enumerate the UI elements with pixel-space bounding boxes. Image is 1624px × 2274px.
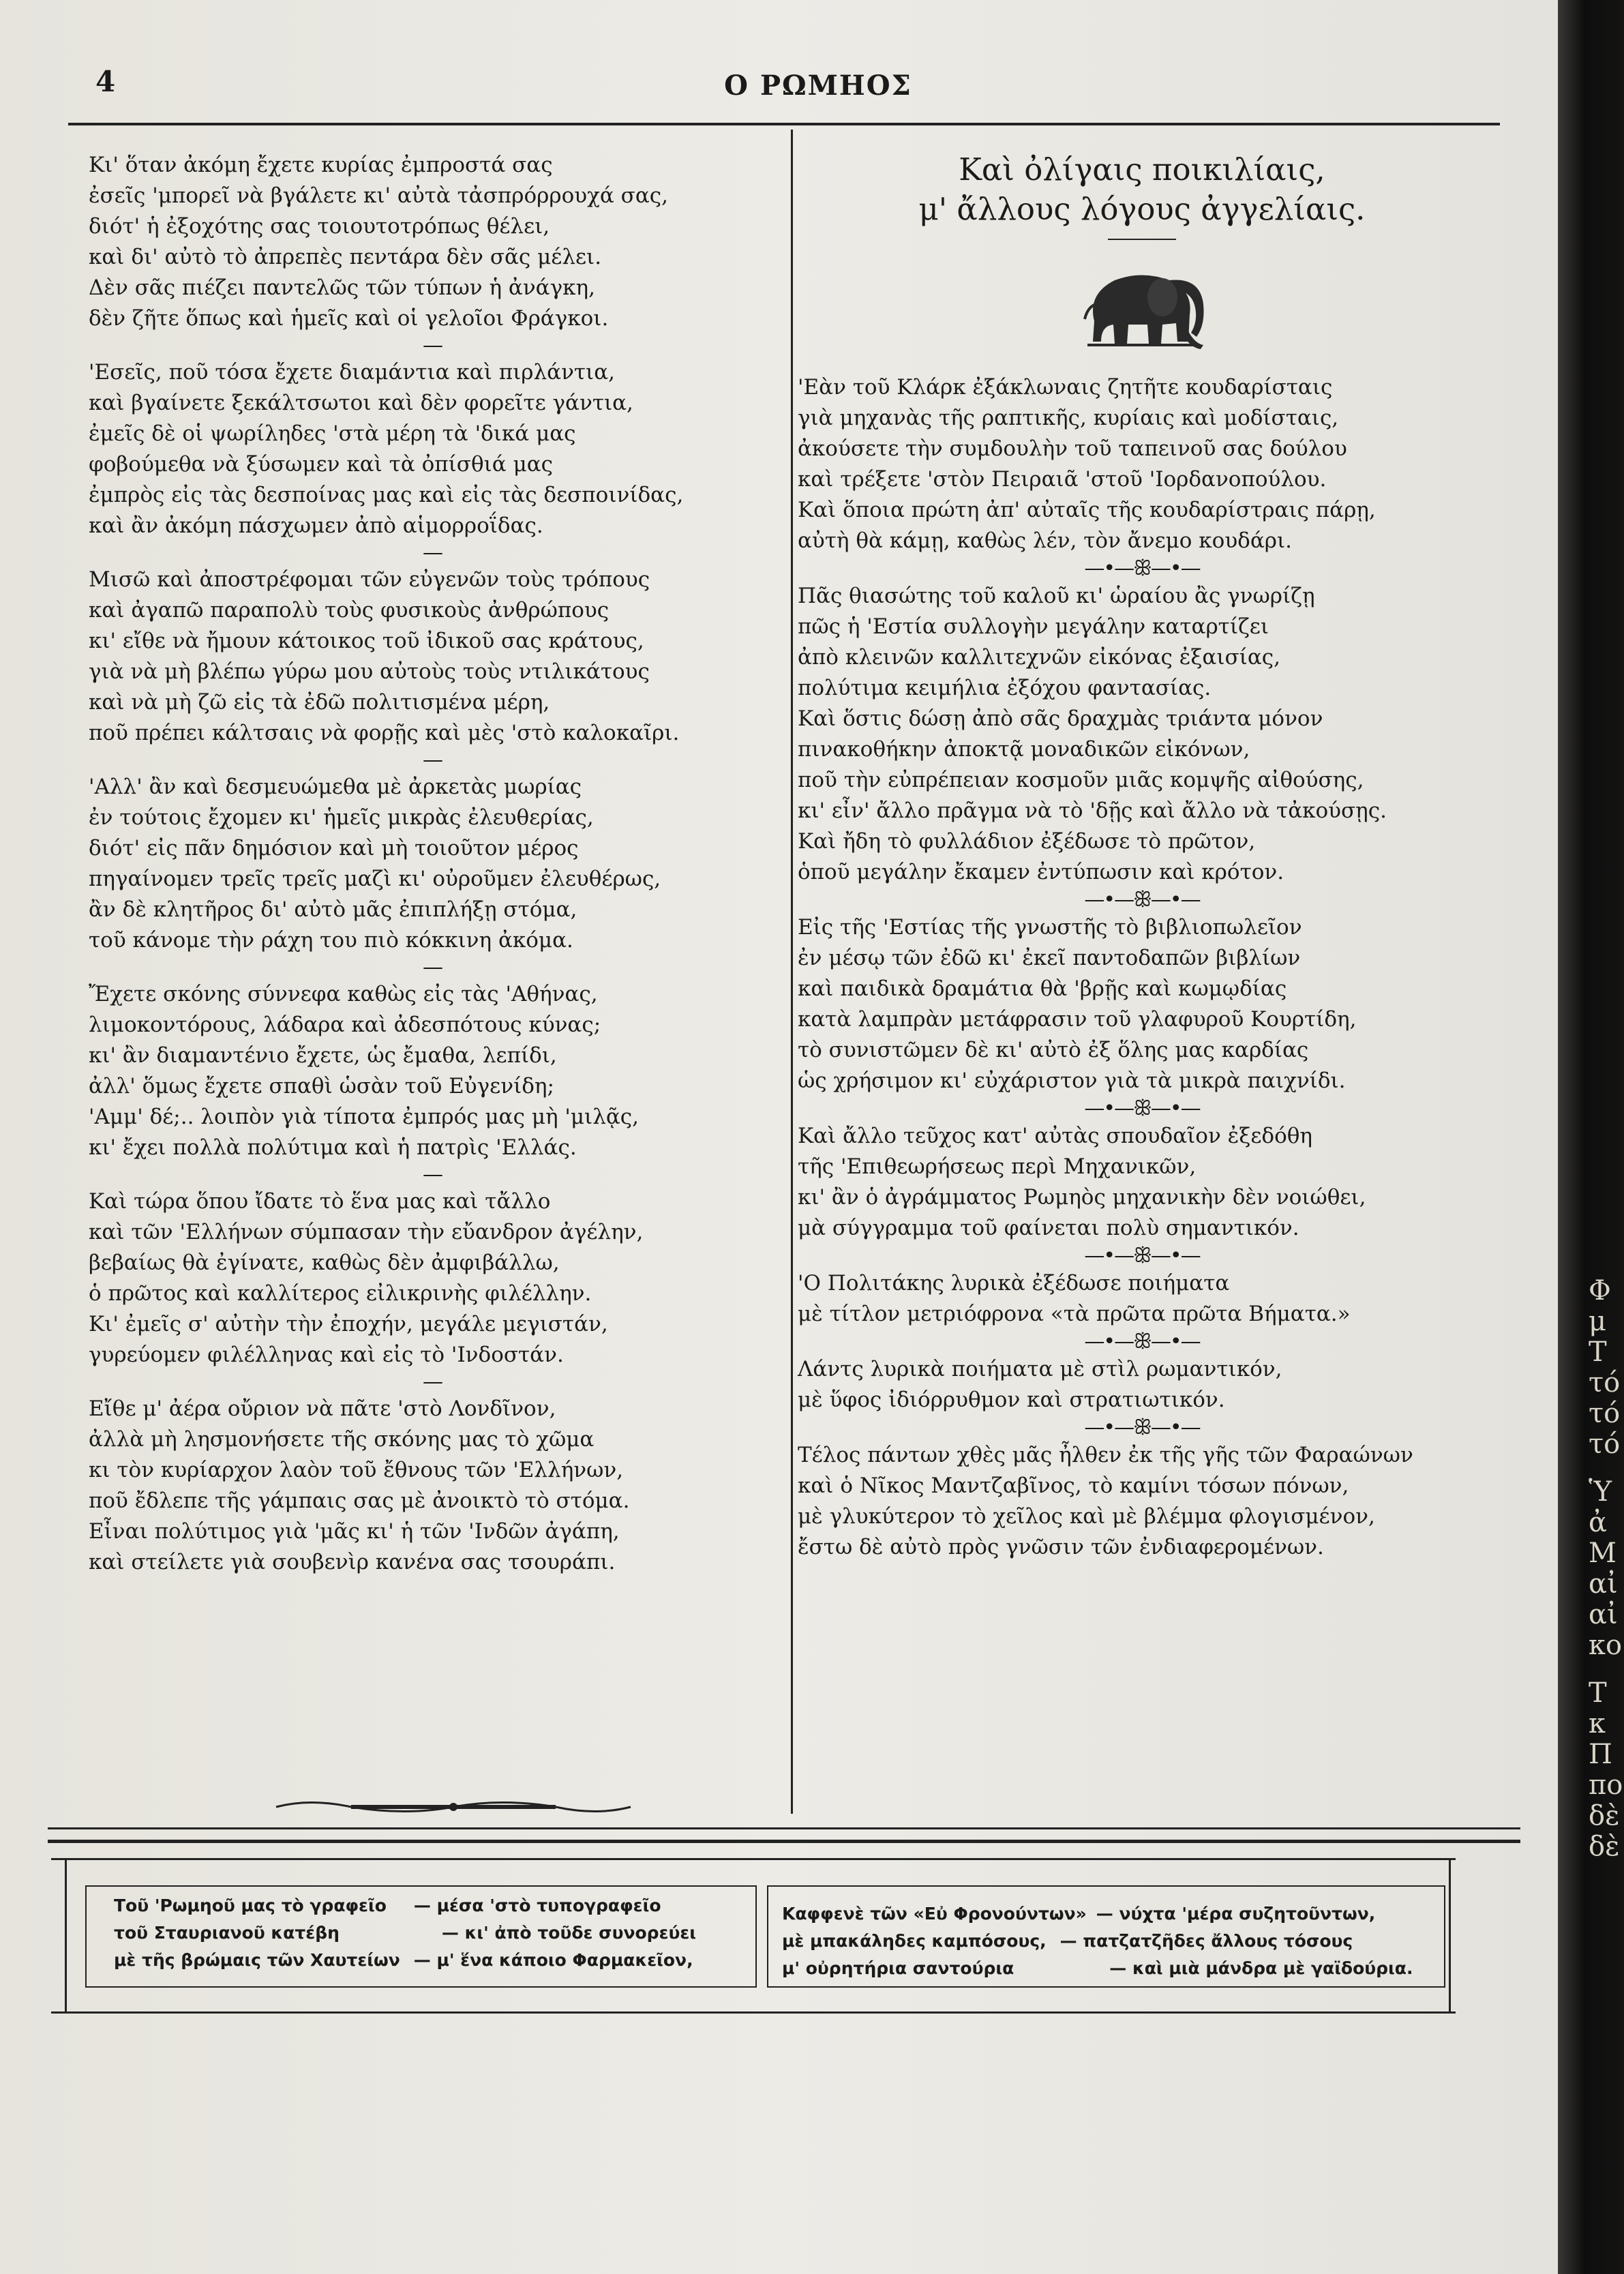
footer-line-end: — μέσα 'στὸ τυπογραφεῖο (413, 1896, 661, 1915)
verse-line: Ἔχετε σκόνης σύννεφα καθὼς εἰς τὰς 'Αθήνας, (89, 982, 598, 1006)
notice-line: πινακοθήκην ἀποκτᾷ μοναδικῶν εἰκόνων, (798, 737, 1250, 762)
footer-rule-thick (48, 1840, 1520, 1843)
notice-item (798, 1121, 1486, 1244)
footer-line (114, 1892, 755, 1919)
bleed-letter: δὲ (1589, 1800, 1620, 1831)
footer-rule (48, 1827, 1520, 1829)
notice-line: Εἰς τῆς 'Εστίας τῆς γνωστῆς τὸ βιβλιοπωλεῖον (798, 915, 1302, 940)
verse-line: 'Αλλ' ἂν καὶ δεσμευώμεθα μὲ ἀρκετὰς μωρίας (89, 775, 582, 799)
footer-frame (51, 1858, 1456, 1860)
bleed-letter: δὲ (1589, 1831, 1620, 1862)
verse-line: ἐμεῖς δὲ οἱ ψωρίληδες 'στὰ μέρη τὰ 'δικά μας (89, 421, 576, 446)
stanza-separator: — (423, 1370, 443, 1394)
notices-list (798, 372, 1486, 1563)
notice-line: μὲ ὕφος ἰδιόρρυθμον καὶ στρατιωτικόν. (798, 1388, 1225, 1412)
section-heading: Καὶ ὀλίγαις ποικιλίαις, (959, 151, 1325, 188)
notice-line: Λάντς λυρικὰ ποιήματα μὲ στὶλ ρωμαντικόν, (798, 1357, 1282, 1381)
footer-line (114, 1947, 755, 1974)
verse-line: Μισῶ καὶ ἀποστρέφομαι τῶν εὐγενῶν τοὺς τρόπους (89, 567, 650, 592)
verse-line: Εἴθε μ' ἀέρα οὔριον νὰ πᾶτε 'στὸ Λονδῖνον, (89, 1396, 556, 1421)
verse-line: ποῦ πρέπει κάλτσαις νὰ φορῇς καὶ μὲς 'στὸ καλοκαῖρι. (89, 721, 680, 745)
footer-line-start: μ' οὐρητήρια σαντούρια (782, 1958, 1014, 1978)
left-column (89, 150, 777, 1578)
right-column (798, 150, 1486, 1563)
notice-line: ἐν μέσῳ τῶν ἐδῶ κι' ἐκεῖ παντοδαπῶν βιβλίων (798, 946, 1301, 970)
poem-stanza (89, 565, 777, 749)
verse-line: Καὶ τώρα ὅπου ἴδατε τὸ ἕνα μας καὶ τἄλλο (89, 1189, 551, 1214)
verse-line: ἀλλὰ μὴ λησμονήσετε τῆς σκόνης μας τὸ χῶμα (89, 1427, 595, 1452)
footer-line-end: — κι' ἀπὸ τοῦδε συνορεύει (441, 1923, 697, 1943)
notice-line: αὐτὴ θὰ κάμῃ, καθὼς λέν, τὸν ἄνεμο κουδάρι. (798, 528, 1293, 553)
notice-line: μὰ σύγγραμμα τοῦ φαίνεται πολὺ σημαντικόν. (798, 1216, 1299, 1240)
verse-line: 'Αμμ' δέ;.. λοιπὸν γιὰ τίποτα ἐμπρός μας μὴ 'μιλᾷς, (89, 1105, 640, 1129)
verse-line: ἐμπρὸς εἰς τὰς δεσποίνας μας καὶ εἰς τὰς δεσποινίδας, (89, 483, 684, 507)
bleed-letter: αἰ (1589, 1568, 1618, 1600)
elephant-illustration (1067, 256, 1217, 352)
bleed-letter: Φ (1589, 1275, 1611, 1306)
verse-line: βεβαίως θὰ ἐγίνατε, καθὼς δὲν ἀμφιβάλλω, (89, 1251, 560, 1275)
notice-line: Τέλος πάντων χθὲς μᾶς ἦλθεν ἐκ τῆς γῆς τῶν Φαραώνων (798, 1443, 1413, 1467)
notice-line: τῆς 'Επιθεωρήσεως περὶ Μηχανικῶν, (798, 1154, 1197, 1179)
verse-line: κι' ἂν διαμαντένιο ἔχετε, ὡς ἔμαθα, λεπίδι, (89, 1043, 557, 1068)
poem-stanza (89, 1394, 777, 1578)
ornament-separator: —•—ꕥ—•— (1084, 1244, 1200, 1268)
footer-line-end: — μ' ἕνα κάποιο Φαρμακεῖον, (413, 1950, 693, 1970)
notice-line: τὸ συνιστῶμεν δὲ κι' αὐτὸ ἐξ ὅλης μας καρδίας (798, 1038, 1309, 1062)
verse-line: καὶ στείλετε γιὰ σουβενὶρ κανένα σας τσουράπι. (89, 1550, 616, 1574)
footer-frame (65, 1858, 67, 2011)
footer-line (114, 1919, 755, 1947)
column-divider (791, 130, 793, 1814)
poem-stanza (89, 979, 777, 1163)
notice-line: γιὰ μηχανὰς τῆς ραπτικῆς, κυρίαις καὶ μοδίσταις, (798, 406, 1339, 430)
bleed-letter: τό (1589, 1398, 1621, 1429)
bleed-letter: κο (1589, 1630, 1623, 1661)
bleed-letter: μ (1589, 1306, 1606, 1337)
ornament-separator: —•—ꕥ—•— (1084, 1416, 1200, 1439)
notice-line: 'Εὰν τοῦ Κλάρκ ἐξάκλωναις ζητῆτε κουδαρίσταις (798, 375, 1333, 400)
stanza-separator: — (423, 541, 443, 565)
verse-line: ἂν δὲ κλητῆρος δι' αὐτὸ μᾶς ἐπιπλήξῃ στόμα, (89, 897, 577, 922)
verse-line: λιμοκοντόρους, λάδαρα καὶ ἀδεσπότους κύνας; (89, 1013, 601, 1037)
verse-line: γιὰ νὰ μὴ βλέπω γύρω μου αὐτοὺς τοὺς ντιλικάτους (89, 659, 650, 684)
notice-item (798, 1354, 1486, 1416)
footer-line-start: τοῦ Σταυριανοῦ κατέβη (114, 1923, 340, 1943)
notice-line: καὶ παιδικὰ δραμάτια θὰ 'βρῇς καὶ κωμῳδίας (798, 976, 1287, 1001)
verse-line: καὶ ἀγαπῶ παραπολὺ τοὺς φυσικοὺς ἀνθρώπους (89, 598, 610, 623)
bleed-letter: τό (1589, 1428, 1621, 1460)
verse-line: Δὲν σᾶς πιέζει παντελῶς τῶν τύπων ἡ ἀνάγκη, (89, 275, 595, 300)
notice-line: Καὶ ἄλλο τεῦχος κατ' αὐτὰς σπουδαῖον ἐξεδόθη (798, 1124, 1312, 1148)
bleed-letter: Ὑ (1589, 1476, 1612, 1508)
notice-line: ἀκούσετε τὴν συμδουλὴν τοῦ ταπεινοῦ σας δούλου (798, 436, 1347, 461)
footer-frame (51, 2011, 1456, 2014)
verse-line: πηγαίνομεν τρεῖς τρεῖς μαζὶ κι' οὐροῦμεν ἐλευθέρως, (89, 867, 661, 891)
verse-line: 'Εσεῖς, ποῦ τόσα ἔχετε διαμάντια καὶ πιρλάντια, (89, 360, 616, 385)
notice-line: μὲ γλυκύτερον τὸ χεῖλος καὶ μὲ βλέμμα φλογισμένον, (798, 1504, 1375, 1529)
ornament-separator: —•—ꕥ—•— (1084, 888, 1200, 912)
notice-line: Καὶ ὅποια πρώτη ἀπ' αὐταῖς τῆς κουδαρίστραις πάρῃ, (798, 498, 1376, 522)
ornament-separator: —•—ꕥ—•— (1084, 1096, 1200, 1120)
footer-line-start: μὲ τῆς βρώμαις τῶν Χαυτείων (114, 1950, 400, 1970)
ornament-separator: —•—ꕥ—•— (1084, 1330, 1200, 1353)
notice-line: πολύτιμα κειμήλια ἐξόχου φαντασίας. (798, 676, 1212, 700)
verse-line: ἐν τούτοις ἔχομεν κι' ἡμεῖς μικρὰς ἐλευθερίας, (89, 805, 594, 830)
binding-gutter (1558, 0, 1624, 2274)
footer-line-start: Καφφενὲ τῶν «Εὐ Φρονούντων» (782, 1904, 1087, 1924)
notice-line: Πᾶς θιασώτης τοῦ καλοῦ κι' ὡραίου ἂς γνωρίζῃ (798, 584, 1315, 608)
verse-line: ἐσεῖς 'μπορεῖ νὰ βγάλετε κι' αὐτὰ τἀσπρόρρουχά σας, (89, 183, 668, 208)
notice-line: ἀπὸ κλεινῶν καλλιτεχνῶν εἰκόνας ἐξαισίας, (798, 645, 1280, 670)
notice-line: πῶς ἡ 'Εστία συλλογὴν μεγάλην καταρτίζει (798, 614, 1269, 639)
notice-item (798, 372, 1486, 556)
verse-line: καὶ νὰ μὴ ζῶ εἰς τὰ ἐδῶ πολιτισμένα μέρη, (89, 690, 550, 715)
bleed-letter: Μ (1589, 1538, 1617, 1569)
verse-line: διότ' εἰς πᾶν δημόσιον καὶ μὴ τοιοῦτον μέρος (89, 836, 579, 861)
heading-rule (1108, 239, 1176, 240)
verse-line: τοῦ κάνομε τὴν ράχη του πιὸ κόκκινη ἀκόμα. (89, 928, 573, 953)
footer-line (782, 1900, 1444, 1928)
notice-line: καὶ τρέξετε 'στὸν Πειραιᾶ 'στοῦ 'Ιορδανοπούλου. (798, 467, 1327, 492)
notice-item (798, 912, 1486, 1096)
notice-line: ἔστω δὲ αὐτὸ πρὸς γνῶσιν τῶν ἐνδιαφερομένων. (798, 1535, 1324, 1559)
verse-line: καὶ τῶν 'Ελλήνων σύμπασαν τὴν εὔανδρον ἀγέλην, (89, 1220, 644, 1244)
verse-line: ἀλλ' ὅμως ἔχετε σπαθὶ ὡσὰν τοῦ Εὐγενίδη; (89, 1074, 554, 1098)
notice-item (798, 581, 1486, 888)
masthead: Ο ΡΩΜΗΟΣ (724, 70, 912, 102)
verse-line: γυρεύομεν φιλέλληνας καὶ εἰς τὸ 'Ινδοστάν. (89, 1343, 564, 1367)
verse-line: κι' ἔχει πολλὰ πολύτιμα καὶ ἡ πατρὶς 'Ελλάς. (89, 1135, 577, 1160)
notice-line: μὲ τίτλον μετριόφρονα «τὰ πρῶτα πρῶτα Βήματα.» (798, 1302, 1351, 1326)
verse-line: διότ' ἡ ἐξοχότης σας τοιουτοτρόπως θέλει, (89, 214, 550, 239)
notice-line: ποῦ τὴν εὐπρέπειαν κοσμοῦν μιᾶς κομψῆς αἰθούσης, (798, 768, 1364, 792)
footer-line-start: μὲ μπακάληδες καμπόσους, (782, 1931, 1047, 1951)
poem-stanza (89, 357, 777, 541)
bleed-letter: Τ (1589, 1677, 1607, 1709)
ornamental-flourish (269, 1797, 637, 1817)
bleed-letter: Π (1589, 1739, 1612, 1770)
page-number: 4 (95, 65, 116, 98)
footer-line (782, 1928, 1444, 1955)
footer-line-end: — πατζατζῆδες ἄλλους τόσους (1059, 1931, 1353, 1951)
footer-line-end: — νύχτα 'μέρα συζητοῦντων, (1096, 1904, 1376, 1924)
verse-line: καὶ δι' αὐτὸ τὸ ἀπρεπὲς πεντάρα δὲν σᾶς μέλει. (89, 245, 602, 269)
notice-line: Καὶ ὅστις δώσῃ ἀπὸ σᾶς δραχμὰς τριάντα μόνον (798, 706, 1323, 731)
stanza-separator: — (423, 333, 443, 357)
notice-line: καὶ ὁ Νῖκος Μαντζαβῖνος, τὸ καμίνι τόσων πόνων, (798, 1473, 1349, 1498)
verse-line: Εἶναι πολύτιμος γιὰ 'μᾶς κι' ἡ τῶν 'Ινδῶν ἀγάπη, (89, 1519, 620, 1544)
bleed-letter: ἀ (1589, 1507, 1608, 1538)
notice-item (798, 1268, 1486, 1330)
notice-line: κατὰ λαμπρὰν μετάφρασιν τοῦ γλαφυροῦ Κουρτίδη, (798, 1007, 1357, 1032)
poem-stanza (89, 1186, 777, 1371)
notice-line: κι' εἶν' ἄλλο πρᾶγμα νὰ τὸ 'δῇς καὶ ἄλλο νὰ τἀκούσῃς. (798, 798, 1387, 823)
verse-line: δὲν ζῆτε ὅπως καὶ ἡμεῖς καὶ οἱ γελοῖοι Φράγκοι. (89, 306, 609, 331)
verse-line: κι' εἴθε νὰ ἤμουν κάτοικος τοῦ ἰδικοῦ σας κράτους, (89, 629, 644, 653)
verse-line: ποῦ ἔδλεπε τῆς γάμπαις σας μὲ ἀνοικτὸ τὸ στόμα. (89, 1488, 630, 1513)
poem-stanza (89, 772, 777, 956)
bleed-letter: κ (1589, 1708, 1606, 1739)
bleed-letter: τό (1589, 1367, 1621, 1398)
verse-line: καὶ βγαίνετε ξεκάλτσωτοι καὶ δὲν φορεῖτε γάντια, (89, 391, 633, 415)
notice-line: 'Ο Πολιτάκης λυρικὰ ἐξέδωσε ποιήματα (798, 1271, 1230, 1296)
ornament-separator: —•—ꕥ—•— (1084, 556, 1200, 580)
bleed-letter: αἰ (1589, 1599, 1618, 1630)
header-rule (68, 123, 1500, 125)
bleed-letter: Τ (1589, 1336, 1607, 1368)
verse-line: Κι' ἐμεῖς σ' αὐτὴν τὴν ἐποχήν, μεγάλε μεγιστάν, (89, 1312, 608, 1336)
poem-stanza (89, 150, 777, 334)
verse-line: κι τὸν κυρίαρχον λαὸν τοῦ ἔθνους τῶν 'Ελλήνων, (89, 1458, 624, 1482)
footer-frame (1449, 1858, 1451, 2011)
stanza-separator: — (423, 1163, 443, 1186)
verse-line: καὶ ἂν ἀκόμη πάσχωμεν ἀπὸ αἱμορροΐδας. (89, 513, 543, 538)
footer-notice-office (85, 1885, 757, 1988)
notice-line: ὡς χρήσιμον κι' εὐχάριστον γιὰ τὰ μικρὰ παιχνίδι. (798, 1068, 1346, 1093)
footer-notice-cafe (767, 1885, 1445, 1988)
notice-line: κι' ἂν ὁ ἀγράμματος Ρωμηὸς μηχανικὴν δὲν νοιώθει, (798, 1185, 1366, 1210)
stanza-separator: — (423, 748, 443, 772)
footer-line-start: Τοῦ 'Ρωμηοῦ μας τὸ γραφεῖο (114, 1896, 387, 1915)
notice-line: Καὶ ἤδη τὸ φυλλάδιον ἐξέδωσε τὸ πρῶτον, (798, 829, 1256, 854)
verse-line: Κι' ὅταν ἀκόμη ἔχετε κυρίας ἐμπροστά σας (89, 153, 553, 177)
section-heading: μ' ἄλλους λόγους ἀγγελίαις. (918, 191, 1366, 227)
verse-line: ὁ πρῶτος καὶ καλλίτερος εἰλικρινὴς φιλέλλην. (89, 1281, 592, 1306)
notice-line: ὁποῦ μεγάλην ἔκαμεν ἐντύπωσιν καὶ κρότον. (798, 860, 1284, 884)
footer-line (782, 1955, 1444, 1982)
notice-item (798, 1440, 1486, 1563)
verse-line: φοβούμεθα νὰ ξύσωμεν καὶ τὰ ὀπίσθιά μας (89, 452, 554, 477)
bleed-letter: πο (1589, 1769, 1623, 1801)
footer-line-end: — καὶ μιὰ μάνδρα μὲ γαϊδούρια. (1109, 1958, 1413, 1978)
stanza-separator: — (423, 955, 443, 979)
